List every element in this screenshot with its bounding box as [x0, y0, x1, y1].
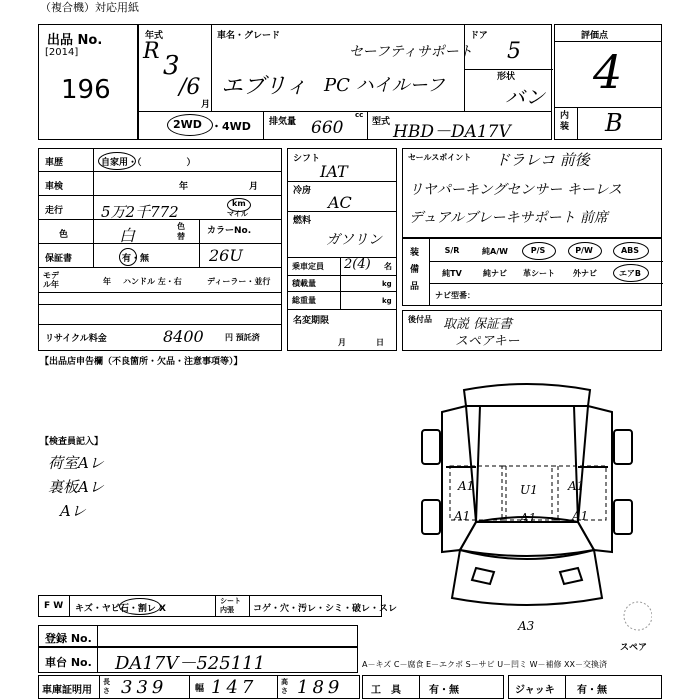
- damage-mark-mid-right: A1: [572, 509, 589, 523]
- ac-label: 冷房: [293, 186, 312, 196]
- equip-navi: 純ナビ: [483, 269, 507, 278]
- vehicle-name: エブリィ: [221, 74, 308, 99]
- load-label: 積載量: [292, 279, 316, 288]
- color-label: 色: [59, 230, 69, 240]
- inspection-month-unit: 月: [249, 182, 259, 192]
- equip-sr: S/R: [444, 246, 460, 255]
- spare-tire-icon: [624, 602, 652, 630]
- year-tag: [2014]: [45, 47, 79, 58]
- displacement-label: 排気量: [269, 117, 297, 127]
- inspector-line-2: 裏板Aレ: [48, 478, 104, 496]
- post-install-line-2: スペアキー: [455, 334, 520, 349]
- declaration-label: 【出品店申告欄（不良箇所・欠品・注意事項等）】: [40, 357, 243, 367]
- history-block: [38, 148, 282, 351]
- chassis-value: DA17V－525111: [115, 653, 266, 674]
- fuel-value: ガソリン: [326, 232, 382, 248]
- post-install-line-1: 取説 保証書: [443, 317, 513, 332]
- equip-abs: ABS: [620, 246, 640, 255]
- year-value: 3: [163, 51, 180, 81]
- wheel-front-right: [614, 500, 632, 534]
- year-label: 年式: [145, 31, 164, 41]
- drive-2wd: 2WD: [173, 118, 202, 131]
- name-label: 車名・グレード: [217, 31, 281, 41]
- lot-box: [38, 24, 138, 140]
- inspector-line-1: 荷室Aレ: [48, 454, 104, 472]
- score-box: [554, 24, 662, 140]
- interior-value: B: [605, 109, 623, 137]
- color-code-label: カラーNo.: [207, 226, 252, 236]
- damage-mark-rear-left: A1: [458, 479, 475, 493]
- equip-tv: 純TV: [442, 269, 462, 278]
- recycle-label: リサイクル料金: [45, 334, 107, 344]
- seat-interior-items: コゲ・穴・汚レ・シミ・破レ・スレ: [253, 604, 398, 614]
- tools-label: 工 具: [371, 685, 401, 696]
- vehicle-grade: PC ハイルーフ: [324, 75, 445, 96]
- door-label: ドア: [470, 31, 488, 41]
- jack-row: [508, 675, 662, 699]
- width-label: 幅: [195, 684, 205, 694]
- jack-label: ジャッキ: [515, 685, 555, 696]
- warranty-label: 保証書: [45, 254, 73, 264]
- length-label: 長さ: [103, 678, 110, 695]
- navi-model-label: ナビ型番：: [435, 291, 475, 300]
- weight-label: 総重量: [292, 296, 316, 305]
- load-unit: kg: [382, 280, 392, 288]
- shift-value: IAT: [320, 162, 348, 181]
- wheel-front-left: [422, 500, 440, 534]
- height-value: 189: [297, 677, 344, 698]
- form-title: （複合機）対応用紙: [40, 1, 139, 14]
- wheel-rear-right: [614, 430, 632, 464]
- month-value: /6: [179, 75, 201, 100]
- color-code-value: 26U: [209, 246, 243, 265]
- history-value: 自家用・（ ）: [101, 158, 196, 168]
- shape-label: 形状: [497, 72, 516, 82]
- ac-value: AC: [328, 193, 352, 212]
- model-label: 型式: [372, 117, 391, 127]
- inspection-label: 車検: [45, 182, 64, 192]
- inspector-line-3: Aレ: [60, 502, 86, 520]
- lot-label: 出品 No.: [47, 33, 103, 48]
- model-year-label: モデル年: [43, 271, 59, 289]
- lot-number: 196: [61, 75, 111, 105]
- inspector-label: 【検査員記入】: [40, 437, 104, 447]
- recycle-value: 8400: [163, 327, 204, 346]
- equip-alloy: 純A/W: [482, 247, 508, 256]
- fuel-label: 燃料: [293, 216, 312, 226]
- equip-ext-navi: 外ナビ: [573, 269, 597, 278]
- handle-options: ハンドル 左・右: [123, 277, 182, 286]
- displacement-value: 660: [311, 118, 344, 138]
- seat-unit: 名: [384, 262, 392, 271]
- sales-point-line-2: リヤパーキングセンサー キーレス: [409, 182, 623, 198]
- tools-row: [362, 675, 504, 699]
- sales-point-line-3: デュアルブレーキサポート 前席: [409, 210, 608, 226]
- sales-points-label: セールスポイント: [408, 153, 472, 162]
- seat-interior-label: シート 内張: [220, 597, 241, 614]
- headlight-left: [472, 568, 494, 584]
- displacement-unit: cc: [355, 111, 364, 119]
- shift-label: シフト: [293, 154, 321, 164]
- damage-mark-front: A3: [518, 619, 535, 632]
- equipment-box: [402, 238, 662, 306]
- spec-block: [287, 148, 397, 351]
- chassis-label: 車台 No.: [45, 656, 92, 669]
- name-change-month: 月: [338, 338, 346, 347]
- headlight-right: [560, 568, 582, 584]
- seat-label: 乗車定員: [292, 262, 324, 271]
- fw-items: キズ・ヤビ石・割レ X: [75, 604, 166, 614]
- chassis-row: [38, 647, 358, 673]
- jack-options: 有・無: [577, 685, 607, 696]
- name-change-label: 名変期限: [293, 316, 330, 326]
- warranty-options: 有・無: [122, 254, 150, 264]
- width-value: 147: [211, 677, 258, 698]
- score-value: 4: [593, 45, 623, 99]
- car-damage-diagram: [402, 372, 652, 632]
- dealer-options: ディーラー・並行: [207, 277, 271, 286]
- wheel-rear-left: [422, 430, 440, 464]
- car-roof: [476, 406, 578, 522]
- drive-4wd: ・4WD: [211, 120, 251, 133]
- car-outline-top: [464, 384, 590, 406]
- color-value: 白: [119, 226, 136, 245]
- mileage-value: 5万2千772: [101, 203, 179, 221]
- vehicle-box: [138, 24, 552, 140]
- model-value: HBD－DA17V: [393, 122, 511, 142]
- sales-points-box: [402, 148, 662, 238]
- grade-note: セーフティサポート: [349, 44, 473, 60]
- mileage-unit: km: [232, 199, 246, 208]
- registration-label: 登録 No.: [45, 632, 92, 645]
- damage-mark-center: A1: [520, 511, 537, 525]
- mileage-label: 走行: [45, 206, 64, 216]
- equip-airbag: エアB: [618, 269, 642, 278]
- interior-label: 内装: [560, 111, 570, 132]
- inspection-year-unit: 年: [179, 182, 189, 192]
- post-install-box: [402, 310, 662, 351]
- recycle-unit: 円 預託済: [225, 333, 260, 342]
- weight-unit: kg: [382, 297, 392, 305]
- equip-pw: P/W: [575, 246, 593, 255]
- spare-label: スペア: [620, 643, 648, 653]
- fw-row: [38, 595, 398, 617]
- seat-value: 2(4): [344, 257, 371, 272]
- month-unit: 月: [201, 100, 211, 110]
- name-change-day: 日: [376, 338, 384, 347]
- fw-label: F W: [44, 601, 64, 611]
- certificate-label: 車庫証明用: [42, 685, 92, 696]
- post-install-label: 後付品: [408, 315, 432, 324]
- equip-leather: 革シート: [523, 269, 555, 278]
- registration-row: [38, 625, 358, 647]
- mileage-alt-unit: マイル: [227, 210, 248, 218]
- score-label: 評価点: [581, 31, 609, 41]
- damage-mark-rear-right: A1: [568, 479, 585, 493]
- equip-ps: P/S: [530, 246, 546, 255]
- length-value: 339: [121, 677, 168, 698]
- shape-value: バン: [505, 85, 545, 109]
- damage-mark-roof: U1: [520, 483, 538, 497]
- certificate-row: [38, 675, 360, 699]
- history-label: 車歴: [45, 158, 64, 168]
- year-era: R: [143, 39, 160, 64]
- height-label: 高さ: [281, 678, 288, 695]
- tools-options: 有・無: [429, 685, 459, 696]
- model-year-unit: 年: [103, 277, 111, 286]
- damage-mark-mid-left: A1: [454, 509, 471, 523]
- damage-legend: A－キズ C－腐食 E－エクボ S－サビ U－凹ミ W－補修 XX－交換済: [362, 660, 608, 669]
- color-change-label: 色替: [177, 222, 185, 241]
- car-front-bumper: [452, 550, 602, 605]
- equipment-label: 装備品: [410, 248, 420, 292]
- door-value: 5: [507, 39, 521, 64]
- sales-point-line-1: ドラレコ 前後: [495, 151, 590, 169]
